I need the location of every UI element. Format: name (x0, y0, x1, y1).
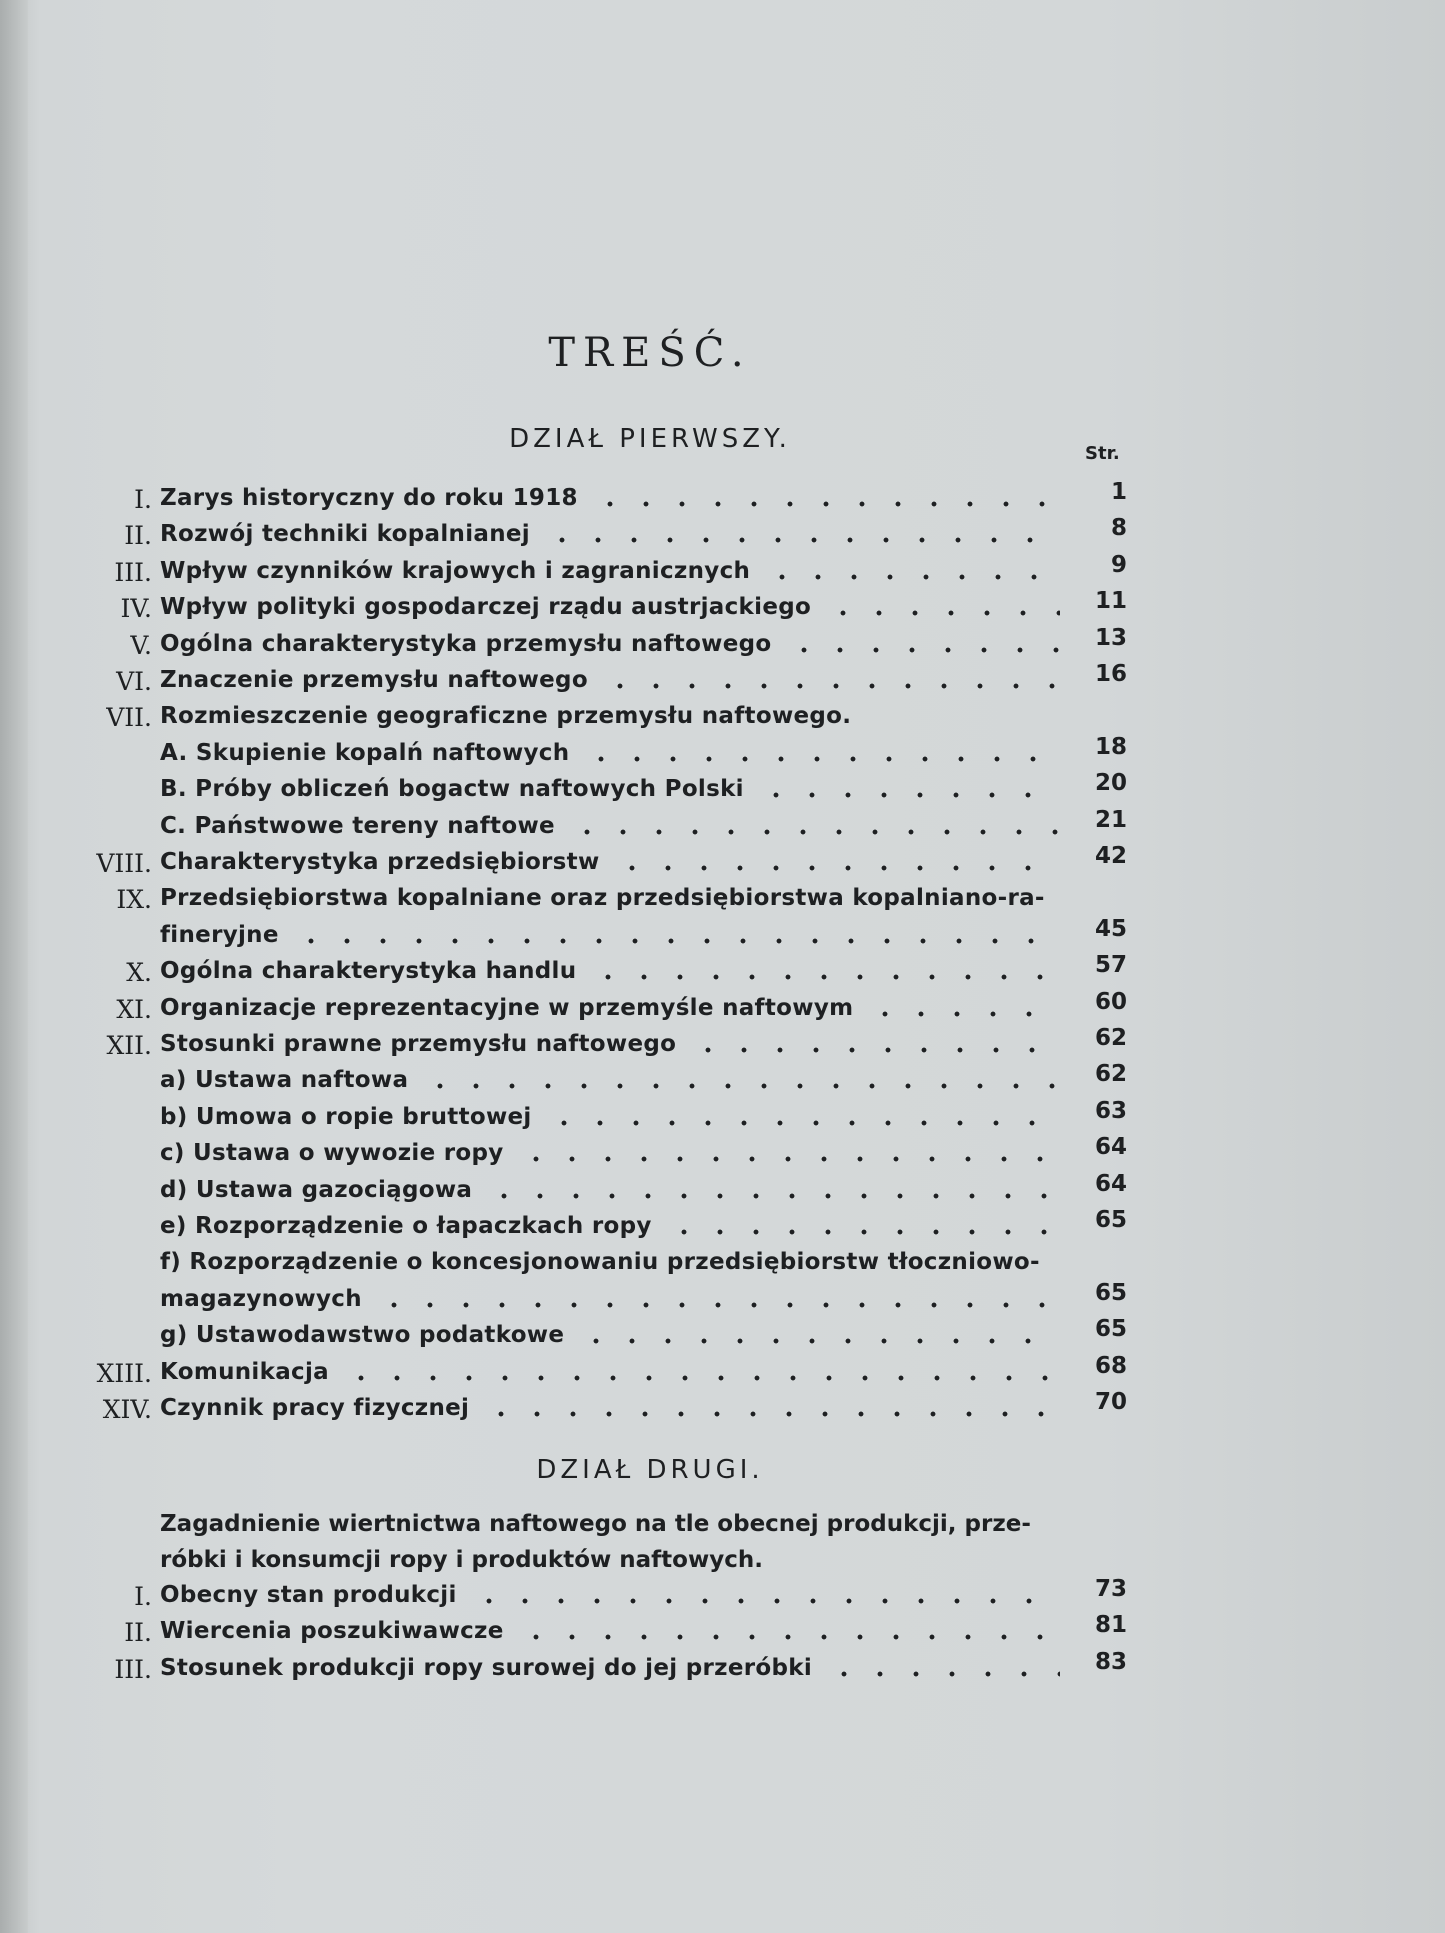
toc-entry (0, 1025, 1445, 1065)
toc-entry-number: IV. (120, 594, 152, 624)
toc-entry (0, 1316, 1445, 1356)
toc-entry-title: Wpływ czynników krajowych i zagranicznych (160, 557, 751, 584)
toc-entry-number: VII. (106, 703, 152, 733)
toc-entry-number: XI. (116, 994, 152, 1024)
dot-leader (569, 827, 1060, 837)
toc-entry-page: 18 (1094, 733, 1127, 760)
toc-entry (0, 1134, 1445, 1174)
toc-entry-title: c) Ustawa o wywozie ropy (160, 1140, 504, 1167)
toc-entry-title: e) Rozporządzenie o łapaczkach ropy (160, 1213, 652, 1239)
toc-entry (0, 952, 1445, 992)
dot-leader (786, 645, 1061, 655)
toc-entry (0, 1207, 1445, 1247)
toc-entry-title: Rozmieszczenie geograficzne przemysłu naftowego. (160, 703, 852, 730)
toc-entry-page: 64 (1094, 1170, 1127, 1197)
dot-leader (546, 1118, 1060, 1128)
toc-entry-page: 68 (1094, 1352, 1127, 1379)
toc-entry-title: Obecny stan produkcji (160, 1582, 457, 1608)
toc-entry (0, 988, 1445, 1029)
toc-entry (0, 479, 1445, 519)
toc-entry-number: III. (114, 1654, 152, 1684)
toc-entry-page: 60 (1094, 988, 1127, 1015)
toc-entry-page: 45 (1094, 915, 1127, 942)
toc-entry-title: Przedsiębiorstwa kopalniane oraz przedsiębiorstwa kopalniano-ra- (160, 885, 1045, 912)
toc-entry (0, 1352, 1445, 1393)
toc-entry-title: A. Skupienie kopalń naftowych (160, 739, 570, 766)
dot-leader (471, 1596, 1060, 1606)
toc-entry-number: III. (114, 557, 152, 587)
toc-entry-page: 65 (1094, 1316, 1127, 1343)
dot-leader (376, 1300, 1060, 1310)
toc-entry-title: Komunikacja (160, 1358, 329, 1385)
toc-entry-title: f) Rozporządzenie o koncesjonowaniu przedsiębiorstw tłoczniowo- (160, 1249, 1040, 1276)
dot-leader (690, 1045, 1060, 1055)
toc-entry-number: II. (124, 1618, 152, 1648)
toc-entry-number: VIII. (96, 849, 152, 878)
toc-entry (0, 1097, 1445, 1138)
dot-leader (422, 1081, 1060, 1091)
toc-entry-page: 62 (1094, 1061, 1127, 1088)
toc-entry-page: 70 (1094, 1389, 1127, 1415)
toc-entry (0, 885, 1445, 919)
toc-entry-page: 16 (1094, 661, 1127, 687)
toc-entry-number: XII. (106, 1031, 152, 1060)
toc-entry-title: g) Ustawodawstwo podatkowe (160, 1322, 565, 1349)
toc-entry-title: Charakterystyka przedsiębiorstw (160, 849, 600, 875)
toc-entry-number: V. (130, 630, 152, 660)
toc-entry-title: b) Umowa o ropie bruttowej (160, 1103, 532, 1130)
dot-leader (758, 790, 1060, 800)
toc-entry-title: Rozwój techniki kopalnianej (160, 521, 530, 548)
page-column-label: Str. (1085, 443, 1120, 464)
show-through (560, 18, 1080, 138)
toc-entry-number: II. (124, 521, 152, 551)
toc-entry-page: 21 (1094, 806, 1127, 833)
intro-line: róbki i konsumcji ropy i produktów naftowych. (160, 1547, 763, 1573)
section-heading-1: DZIAŁ PIERWSZY. (509, 424, 791, 454)
toc-entry-number: XIV. (102, 1395, 152, 1424)
toc-entry (0, 843, 1445, 883)
toc-entry (0, 1061, 1445, 1101)
dot-leader (343, 1373, 1060, 1383)
dot-leader (293, 936, 1060, 946)
toc-entry (0, 1279, 1445, 1320)
toc-entry (0, 733, 1445, 774)
toc-entry-page: 1 (1110, 479, 1127, 505)
toc-entry (0, 624, 1445, 665)
toc-entry (0, 515, 1445, 555)
dot-leader (592, 499, 1060, 509)
toc-entry-number: IX. (116, 885, 152, 915)
toc-entry-page: 8 (1110, 515, 1127, 542)
dot-leader (544, 535, 1060, 545)
toc-entry-page: 9 (1110, 551, 1127, 578)
toc-entry (0, 588, 1445, 628)
toc-entry (0, 703, 1445, 737)
toc-entry-number: I. (134, 1582, 152, 1611)
toc-entry-title: Czynnik pracy fizycznej (160, 1395, 470, 1421)
toc-entry-page: 81 (1094, 1612, 1127, 1639)
toc-entry-title: Znaczenie przemysłu naftowego (160, 667, 588, 693)
toc-entry-title: Wiercenia poszukiwawcze (160, 1618, 504, 1645)
intro-line: Zagadnienie wiertnictwa naftowego na tle obecnej produkcji, prze- (160, 1511, 1031, 1537)
dot-leader (486, 1191, 1060, 1201)
dot-leader (614, 863, 1060, 873)
toc-entry-title: Ogólna charakterystyka handlu (160, 958, 577, 985)
toc-entry-title: fineryjne (160, 921, 279, 948)
dot-leader (518, 1632, 1060, 1642)
page-title: TREŚĆ. (548, 330, 752, 376)
dot-leader (666, 1227, 1060, 1237)
toc-entry-page: 83 (1094, 1648, 1127, 1675)
toc-entry (0, 915, 1445, 956)
dot-leader (867, 1009, 1060, 1019)
toc-entry-title: Zarys historyczny do roku 1918 (160, 485, 578, 511)
toc-entry-page: 20 (1094, 770, 1127, 797)
toc-entry-title: C. Państwowe tereny naftowe (160, 812, 555, 839)
dot-leader (578, 1336, 1060, 1346)
dot-leader (602, 681, 1060, 691)
toc-entry-page: 42 (1094, 843, 1127, 869)
toc-entry-title: Wpływ polityki gospodarczej rządu austrjackiego (160, 594, 812, 621)
dot-leader (483, 1409, 1060, 1419)
toc-entry-page: 11 (1094, 588, 1127, 615)
toc-entry (0, 806, 1445, 847)
toc-entry (0, 1249, 1445, 1283)
toc-entry-page: 65 (1094, 1207, 1127, 1233)
toc-entry (0, 770, 1445, 810)
toc-entry-number: XIII. (96, 1358, 152, 1388)
toc-entry-page: 57 (1094, 952, 1127, 979)
dot-leader (518, 1154, 1060, 1164)
dot-leader (825, 608, 1060, 618)
toc-entry-title: a) Ustawa naftowa (160, 1067, 409, 1094)
toc-entry-title: magazynowych (160, 1285, 362, 1312)
dot-leader (590, 972, 1060, 982)
toc-entry-page: 63 (1094, 1097, 1127, 1124)
toc-entry-page: 62 (1094, 1025, 1127, 1051)
section-2-intro (160, 1506, 1060, 1578)
section-heading-2: DZIAŁ DRUGI. (536, 1455, 764, 1485)
toc-entry (0, 1576, 1445, 1616)
toc-entry (0, 1648, 1445, 1689)
toc-entry-title: Organizacje reprezentacyjne w przemyśle naftowym (160, 994, 854, 1021)
toc-entry (0, 551, 1445, 592)
dot-leader (583, 754, 1060, 764)
toc-entry (0, 1389, 1445, 1429)
toc-entry-page: 13 (1094, 624, 1127, 651)
toc-entry-page: 73 (1094, 1576, 1127, 1602)
toc-entry-number: X. (126, 958, 152, 988)
dot-leader (826, 1669, 1060, 1679)
toc-entry-title: Stosunki prawne przemysłu naftowego (160, 1031, 677, 1057)
toc-entry-title: Ogólna charakterystyka przemysłu naftowego (160, 630, 772, 657)
toc-entry-title: d) Ustawa gazociągowa (160, 1176, 473, 1203)
toc-entry (0, 1170, 1445, 1211)
toc-entry (0, 661, 1445, 701)
toc-entry-number: VI. (116, 667, 152, 696)
toc-entry-page: 65 (1094, 1279, 1127, 1306)
toc-entry-title: B. Próby obliczeń bogactw naftowych Polski (160, 776, 744, 803)
dot-leader (764, 572, 1060, 582)
toc-entry-number: I. (134, 485, 152, 514)
toc-entry (0, 1612, 1445, 1652)
toc-entry-page: 64 (1094, 1134, 1127, 1161)
toc-entry-title: Stosunek produkcji ropy surowej do jej przeróbki (160, 1654, 813, 1681)
